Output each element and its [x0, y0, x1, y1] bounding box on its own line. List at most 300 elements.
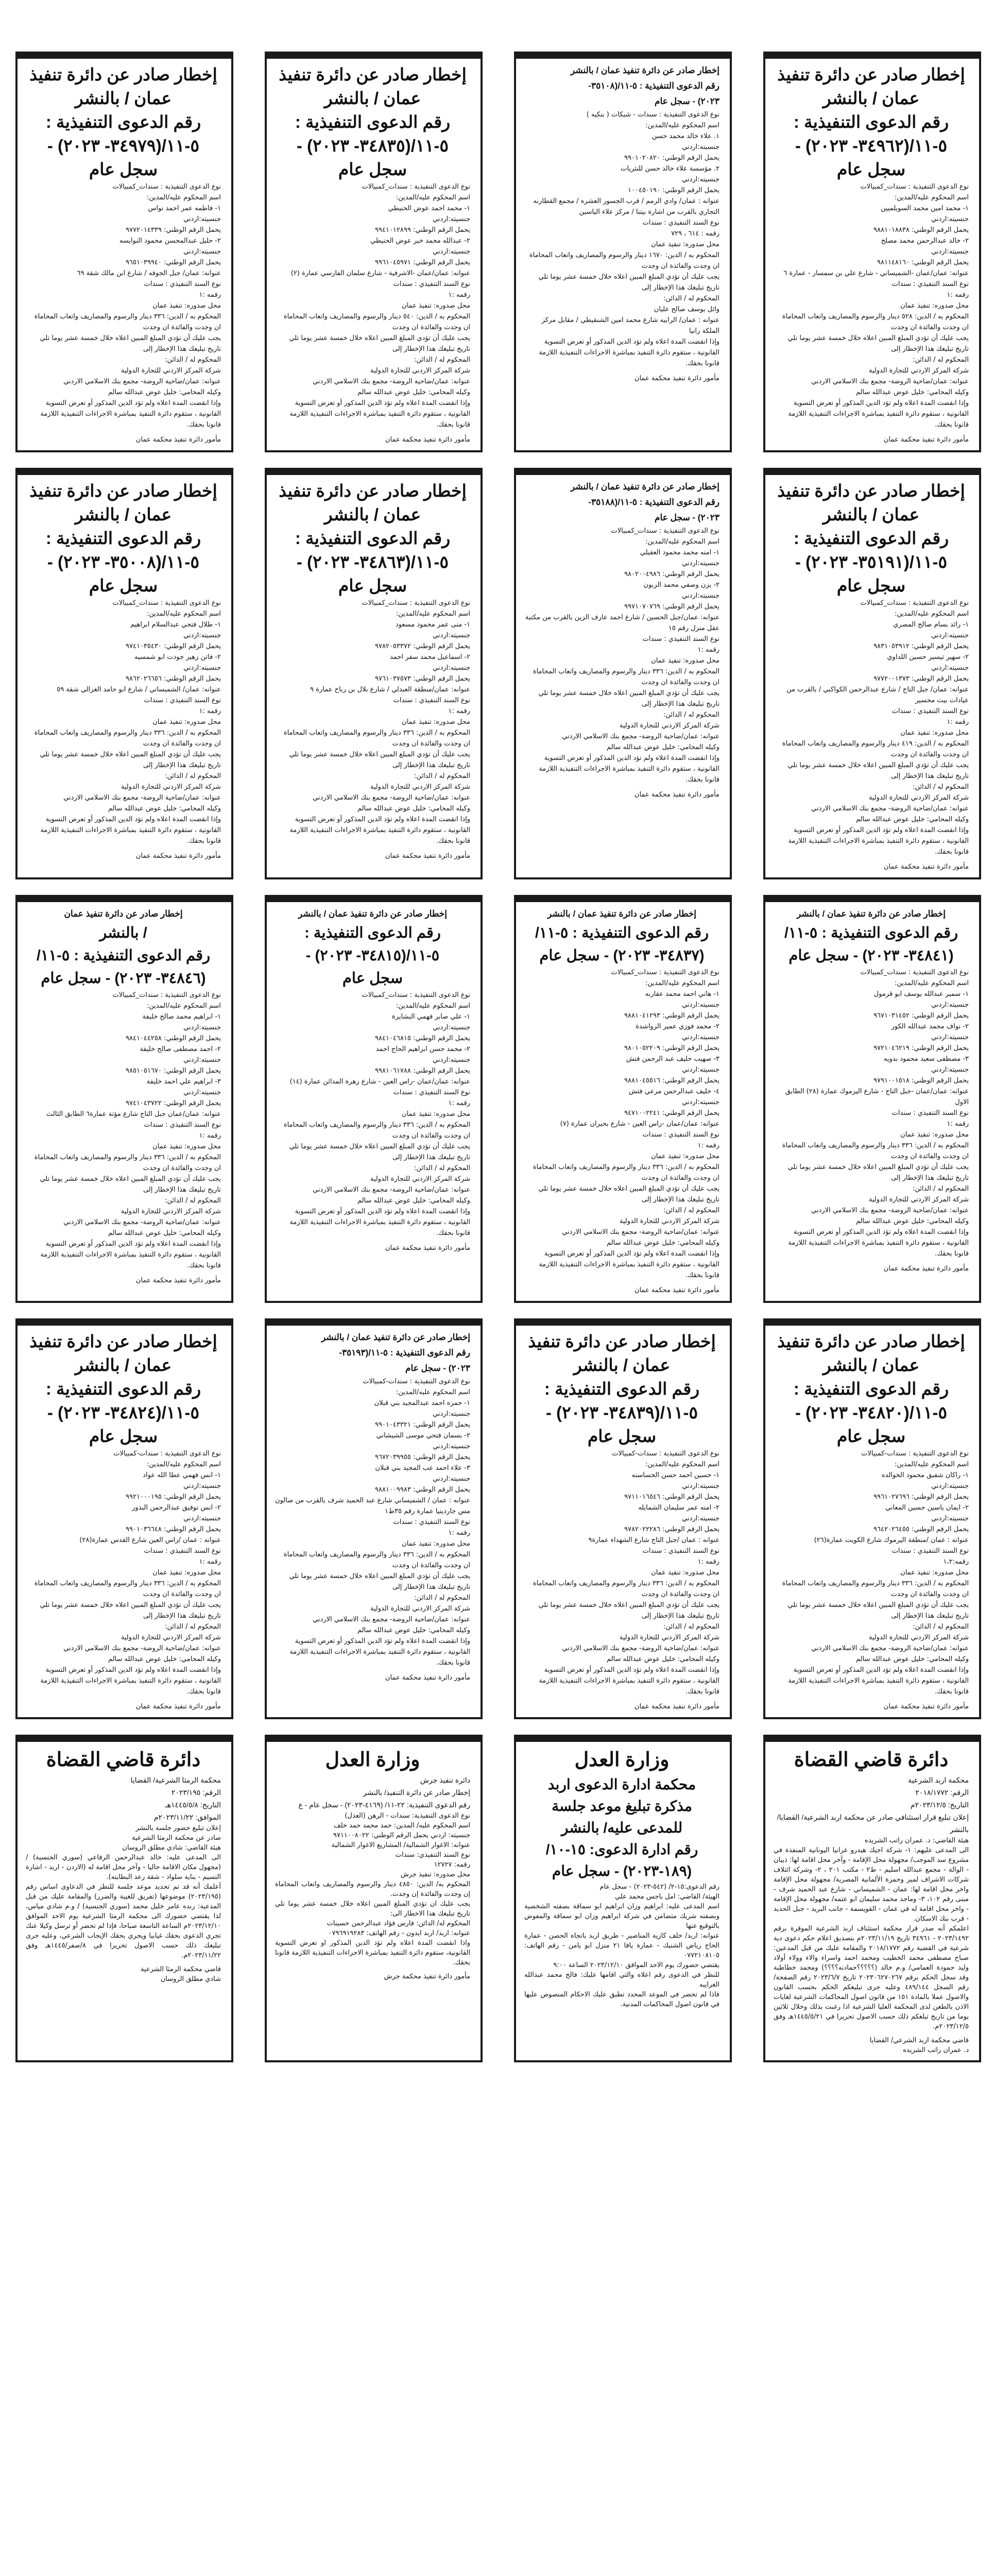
notice-line: اسم المحكوم عليه/ المدين: حمد محمد حمد خلف [334, 1822, 470, 1829]
notice-heading: عمان / بالنشر [822, 89, 920, 108]
notice-line: يحمل الرقم الوطني: ٩٧٢١٠٤٦٢١٩ [873, 1044, 969, 1052]
notice-line: اسم المحكوم عليه/المدين: [396, 1388, 470, 1396]
notice-line: ١- راكان شفيق محمود الخوالده [881, 1471, 969, 1479]
notice-line: رقمه :١ [448, 707, 470, 715]
notice-line: وإذا انقضت المدة اعلاه ولم تؤد الدين المذكور أو تعرض التسوية القانونية ، ستقوم دائرة التنفيذ بمباشرة الاجراءات التنفيذية اللازمة قانونا بحقك. [539, 1250, 719, 1279]
notice-line: نوع السند التنفيذي : سندات [642, 1547, 719, 1555]
notice-subheading: محكمة اربد الشرعية [908, 1776, 969, 1784]
notice-line: رقمه :١ [448, 291, 470, 299]
notice-line: المحكوم له / الدائن: [164, 1197, 221, 1205]
notice-line: يجب عليك أن تؤدي المبلغ المبين اعلاه خلال خمسة عشر يوما تلي تاريخ تبليغك هذا الإخطار إلى [538, 1185, 719, 1204]
notice-heading: إخطار صادر عن دائرة تنفيذ [279, 481, 467, 500]
notice-line: المحكوم له / الدائن: [414, 356, 470, 364]
notice-heading: ٥-١١/(٣٤٩٦٢- ٢٠٢٣) - [795, 136, 948, 155]
notice-line: نوع السند التنفيذي : سندات [393, 280, 470, 288]
notice-heading: إخطار صادر عن دائرة تنفيذ [777, 481, 965, 500]
notice-line: اسم المحكوم عليه/المدين: [396, 610, 470, 618]
notice-line: ٢- محمد فوزي عمير الرواشدة [636, 1023, 719, 1030]
notice-line: عنوانه: عمان/جبل الحسين / شارع احمد عارف الزين بالقرب من مكتبة عقل منزل رقم ١٥ [525, 614, 719, 632]
notice-line: وكيله المحامي: خليل عوض عبدالله سالم [855, 388, 969, 396]
notice-line: محل صدوره: تنفيذ عمان [900, 302, 969, 310]
notice-line: محل صدوره: تنفيذ عمان [402, 1540, 470, 1548]
notice-line: نوع السند التنفيذي : سندات [892, 1109, 969, 1117]
notice-line: عنوانه: عمان/ جبل التاج / شارع عبدالرحمن الكواكبي / بالقرب من عيادات بيت محسير [786, 686, 969, 704]
notice-line: ٣- ابراهيم علي احمد خليفة [146, 1078, 221, 1086]
notice-line: عنوانه: عمان/ضاحية الروضة- مجمع بنك الاسلامي الاردني [313, 794, 470, 802]
notice-line: وكيله المحامي: خليل عوض عبدالله سالم [357, 1197, 470, 1205]
notice-heading: دائرة قاضي القضاة [46, 1749, 201, 1771]
notice-line: وكيله المحامي: خليل عوض عبدالله سالم [855, 1655, 969, 1663]
notice-line: وكيله المحامي: خليل عوض عبدالله سالم [357, 388, 470, 396]
execution-notice [514, 468, 732, 879]
notice-line: وإذا انقضت المدة اعلاه ولم تؤد الدين المذكور أو تعرض التسوية القانونية ، ستقوم دائرة التنفيذ بمباشرة الاجراءات التنفيذية اللازمة قانونا بحقك. [289, 1637, 470, 1667]
notice-line: ١- انس فهمي عطا الله عواد [143, 1471, 221, 1479]
notice-line: جنسيته:اردني [931, 215, 969, 223]
notice-line: وإذا انقضت المدة اعلاه ولم تؤد الدين المذكور أو تعرض التسوية القانونية ، ستقوم دائرة التنفيذ بمباشرة الاجراءات التنفيذية اللازمة قانونا بحقك. [788, 1666, 969, 1696]
notice-line: اسم المحكوم عليه/المدين: [147, 194, 221, 201]
notice-line: محل صدوره: تنفيذ جرش [400, 1871, 470, 1878]
notice-line: اسم المحكوم عليه/المدين: [895, 610, 969, 618]
notice-line: جنسيته:اردني [931, 1066, 969, 1074]
notice-line: يحمل الرقم الوطني: ٩٩٠١٠٤٣٣٢١ [375, 1421, 470, 1429]
signature: مأمور دائرة تنفيذ محكمة عمان [385, 852, 470, 860]
notice-line: المحكوم له / الدائن: [663, 1207, 719, 1214]
execution-notice [763, 468, 981, 879]
execution-notice [763, 895, 981, 1303]
notice-line: المحكوم له / الدائن: [414, 772, 470, 780]
execution-notice [15, 895, 233, 1303]
notice-heading: سجل عام [338, 160, 407, 179]
notice-line: نوع الدعوى التنفيذية : سندات_كمبيالات [362, 599, 470, 607]
signature: مأمور دائرة تنفيذ محكمة عمان [883, 1703, 969, 1710]
notice-heading: إخطار صادر عن دائرة تنفيذ [279, 65, 467, 84]
notice-line: واذا انقضت المدة اعلاه ولم تؤد الدين المذكور او تعرض التسوية القانونية، ستقوم دائرة التنفيذ بمباشرة الاجراءات التنفيذية اللازمة قانونا بحقك. [275, 1939, 470, 1967]
notice-line: محل صدوره: تنفيذ عمان [152, 718, 221, 726]
notice-line: شركة المركز الاردني للتجارة الدولية [370, 367, 470, 375]
notice-line: عنوانه: عمان/ضاحية الروضة- مجمع بنك الاسلامي الاردني [811, 805, 969, 812]
notice-heading: رقم الدعوى التنفيذية : ٥-١١/(٣٥١٠٨- [588, 81, 719, 91]
notice-line: وإذا انقضت المدة اعلاه ولم تؤد الدين المذكور أو تعرض التسوية القانونية ، ستقوم دائرة التنفيذ بمباشرة الاجراءات التنفيذية اللازمة قانونا بحقك. [40, 1666, 221, 1696]
notice-line: جنسيته:اردني [682, 1066, 719, 1074]
notice-heading: عمان / بالنشر [324, 89, 421, 108]
notice-line: ١- سمير عبدالله يوسف ابو قرمول [873, 990, 969, 998]
notice-heading: وزارة العدل [325, 1749, 420, 1771]
notice-line: جنسيته:اردني [433, 1475, 470, 1483]
notice-line: يحمل الرقم الوطني: ٩٧٤١٠٣٥٤٣٠ [126, 642, 221, 650]
notice-line: عنوانه: عمان/عمان -جبل التاج - شارع اليرموك عمارة (٢٨) الطابق الاول [785, 1088, 969, 1106]
notice-line: المحكوم له / الدائن: [663, 295, 719, 302]
notice-line: عنوانه: عمان/ الشميساني / شارع ابو حامد الغزالي شقة ٥٩ [57, 686, 221, 693]
notice-line: نوع السند التنفيذي : سندات [144, 1547, 221, 1555]
notice-line: ٢- انس توفيق عبدالرحمن البدور [132, 1504, 221, 1512]
notice-line: اسم المحكوم عليه/المدين: [645, 122, 719, 129]
signature: مأمور دائرة تنفيذ محكمة عمان [135, 852, 221, 860]
notice-line: المحكوم له / الدائن: [912, 1623, 969, 1631]
notice-heading: رقم الدعوى التنفيذية : ٥-١١/ [784, 925, 958, 941]
notice-line: المحكوم به / الدين: ٣٣٦ دينار والرسوم والمصاريف واتعاب المحاماة ان وجدت والفائدة ان وجدت [34, 1580, 221, 1598]
notice-heading: سجل عام [89, 160, 158, 179]
notice-line: يحمل الرقم الوطني: ٩٩٧١٠٧٠٧٦٩ [624, 603, 719, 611]
notice-line: رقمه :١ [199, 707, 221, 715]
notice-line: محل صدوره: تنفيذ عمان [402, 302, 470, 310]
notice-heading: رقم الدعوى التنفيذية : ٥-١١/ [36, 947, 211, 964]
notice-line: يحمل الرقم الوطني: ٩٨٨١٠٤١٢٩٣ [624, 1012, 719, 1020]
notice-line: رقمه :١ [947, 718, 969, 726]
notice-heading: رقم الدعوى التنفيذية : [793, 1379, 949, 1398]
notice-subheading: إعلان تبليغ قرار استئنافي صادر عن محكمة اربد الشرعية/ القضايا/ بالنشر [777, 1813, 969, 1834]
notice-heading: رقم الدعوى التنفيذية : [45, 1379, 201, 1398]
notice-line: اسم المحكوم عليه/المدين: [147, 1002, 221, 1010]
notice-heading: سجل عام [587, 1427, 657, 1446]
notice-line: ١- محمد احمد عوض الحنيطي [388, 205, 470, 212]
notice-line: جنسيته:اردني [433, 1443, 470, 1450]
notice-line: عنوانه: عمان/ضاحية الروضة- مجمع بنك الاسلامي الاردني [313, 378, 470, 385]
notice-line: عنوانه : عمان /جبل التاج شارع الشهداء عمارة٩ [588, 1536, 719, 1544]
notice-line: ١- حمزه احمد عبدالمجيد بني قبلان [374, 1399, 470, 1407]
signature: قاضي محكمة الرمثا الشرعية [140, 1965, 221, 1973]
notice-line: رقمه :١ [448, 1099, 470, 1107]
notice-line: شركة المركز الاردني للتجارة الدولية [619, 1634, 719, 1641]
notice-line: رقمه :١ [697, 646, 719, 654]
notice-line: عنوانه: عمان/ضاحية الروضة- مجمع بنك الاسلامي الاردني [811, 378, 969, 385]
notice-line: نوع السند التنفيذي : سندات [892, 280, 969, 288]
notice-line: يجب عليك أن تؤدي المبلغ المبين اعلاه خلال خمسة عشر يوما تلي تاريخ تبليغك هذا الإخطار إلى [787, 1601, 969, 1620]
notice-heading: عمان / بالنشر [573, 1355, 671, 1375]
notice-line: عنوانه: الاغوار الشمالية/ المشاريع الاغوار الشمالية [331, 1841, 470, 1849]
notice-line: يحمل الرقم الوطني: ٩٨٣١٠٥٣٩١٢ [873, 642, 969, 650]
notice-line: عنوانه: عمان/عمان -راس العين - شارع بحيران عمارة (٧) [560, 1120, 719, 1128]
notice-line: اسم المحكوم عليه/المدين: [147, 610, 221, 618]
notice-line: جنسيته:اردني [682, 1033, 719, 1041]
notice-line: المحكوم له / الدائن: [912, 356, 969, 364]
notice-line: شركة المركز الاردني للتجارة الدولية [370, 1175, 470, 1183]
notice-line: نوع السند التنفيذي : سندات [642, 1131, 719, 1139]
notice-line: اسم المحكوم عليه/المدين: [396, 194, 470, 201]
signature: قاضي محكمة اربد الشرعي/ القضايا [869, 2037, 969, 2044]
notice-line: عنوانه: عمان/ضاحية الروضة- مجمع بنك الاسلامي الاردني [562, 1228, 719, 1236]
notice-heading: سجل عام [836, 1427, 906, 1446]
notice-line: اسم المحكوم عليه/المدين: [645, 538, 719, 546]
notice-line: ٢- عبدالله محمد خير عوض الحنيطي [370, 237, 470, 245]
notice-line: الى المدعى عليهم: ١- شركة اجيك هيدرو غرانيا اليونانية المنفذة في مشروع سد الموجب/ مجهولة محل الإقامة - وآخر محل اقامة لها: ذيبان - الوالة - مجمع عبدالله اسليم - ط٢ - مكتب ٢٠١ ، ٢- وشركة ائتلاف شركات الاشراف لمير وحمزة الألمانية المصرية/ مجهولة محل الإقامة واخر محل اقامة لها: عمان - الشميساني - شارع عبد الحميد شرف - مبنى رقم ١٠٢، ٣- وماجد محمد سليمان ابو عتمه/ مجهولة محل الإقامة - واخر محل اقامة له في عمان - القويسمة - جانب البريد - جبل الحديد - قرب بنك الاسكان. [774, 1846, 969, 1923]
notice-heading: إخطار صادر عن دائرة تنفيذ عمان / بالنشر [570, 482, 719, 492]
notice-line: يحمل الرقم الوطني: ٩٧٨٢٠٥٣٣٧٢ [375, 642, 470, 650]
notice-line: يجب عليك أن تؤدي المبلغ المبين اعلاه خلال خمسة عشر يوما تلي تاريخ تبليغك هذا الإخطار إلى [40, 1601, 221, 1620]
notice-line: رقمه:١،٢ [943, 1558, 969, 1566]
notice-line: المحكوم به / الدين: ٣٣٦ دينار والرسوم والمصاريف واتعاب المحاماة ان وجدت والفائدة ان وجدت [533, 1580, 719, 1598]
notice-line: وإذا انقضت المدة اعلاه ولم تؤد الدين المذكور أو تعرض التسوية القانونية ، ستقوم دائرة التنفيذ بمباشرة الاجراءات التنفيذية اللازمة قانونا بحقك. [40, 1240, 221, 1269]
notice-line: المحكوم به / الدين: ٣٣٦ دينار والرسوم والمصاريف واتعاب المحاماة ان وجدت والفائدة ان وجدت [533, 1163, 719, 1182]
notice-line: المحكوم به / الدين: ٣٣٦ دينار والرسوم والمصاريف واتعاب المحاماة ان وجدت والفائدة ان وجدت [34, 1154, 221, 1172]
execution-notice [514, 52, 732, 452]
notice-line: يجب عليك أن تؤدي المبلغ المبين اعلاه خلال خمسة عشر يوما تلي تاريخ تبليغك هذا الإخطار إلى [40, 334, 221, 353]
notice-subheading: محكمة الرمثا الشرعية/ القضايا [130, 1776, 221, 1784]
notice-line: جنسيته:اردني [931, 1482, 969, 1490]
notice-heading: إخطار صادر عن دائرة تنفيذ [29, 1332, 217, 1351]
notice-line: يحمل الرقم الوطني: ٩٨٨١٠٠٩٩٨٣ [375, 1486, 470, 1494]
notice-line: نوع الدعوى التنفيذية : سندات_كمبيالات [860, 969, 969, 976]
notice-line: نوع السند التنفيذي : سندات [892, 707, 969, 715]
notice-line: المحكوم به / الدين: ٣٣٦ دينار والرسوم والمصاريف واتعاب المحاماة ان وجدت والفائدة ان وجدت [283, 1551, 470, 1569]
court-notice [15, 1735, 233, 2062]
notice-heading: ٥-١١/(٣٤٨٣٩- ٢٠٢٣) - [545, 1403, 698, 1422]
notice-heading: سجل عام [338, 576, 407, 595]
notice-line: جنسيته:اردني [433, 1056, 470, 1064]
notice-line: نوع الدعوى التنفيذية : سندات-كمبيالات [861, 1450, 969, 1458]
notice-heading: رقم الدعوى التنفيذية : ٥-١١/(٣٥١٨٨- [588, 497, 719, 507]
signature: مأمور دائرة تنفيذ محكمة عمان [634, 1286, 719, 1294]
notice-line: رقمه : ٦١٤ ، ٧٢٩ [671, 230, 719, 238]
notice-line: المحكوم به / الدين: ١٦٧٠ دينار والرسوم والمصاريف واتعاب المحاماة ان وجدت والفائدة ان وجدت [529, 251, 719, 270]
signature: مأمور دائرة تنفيذ محكمة عمان [135, 1703, 221, 1710]
notice-line: المحكوم له / الدائن: [164, 772, 221, 780]
notice-line: اسم المحكوم عليه/المدين: [895, 194, 969, 201]
notice-line: يحمل الرقم الوطني: ٩٩٢١٠٠٠١٩٥ [126, 1493, 221, 1501]
notice-line: اعلمكم أنه صدر قرار محكمة استئناف اربد الشرعية الموقرة برقم ٢٠٢٣/١٤٩٢ - ٣٤٩٦١ تاريخ ٢٠٢٣/١١/١٩م بتصديق اعلام حكم دعوى دية شرعية في القضية رقم ٢٠١٨/١٧٧٢ والمقامة عليك من قبل المدعين: صباح مصطفى محمد الخطيب ومحمد احمد واسراء والاء وولاء أولاد وليد حمودة العمامي/ و.م خالد (؟؟؟؟؟حمادنه؟؟؟؟) ومحمد خطاطبة وقد سجل الحكم برقم ٢٠٢٣٠٦٢٧٠٢٦٧ تاريخ ٢٠٢٣/٦/٧ رقم الصفحة/ رقم السجل ٤٨٩/١٤٤ وعليه جرى تبليغكم الحكم بحسب القانون والاصول عملا بالمادة ١٥١ من قانون اصول المحاكمات الشرعية لغايات الاذن بالطعن لدى المحكمة العليا الشرعية اذا رغبت بذلك وخلال ثلاثين يوما من تاريخ تبلغكم ذلك حسب الاصول تحريرا في ١٤٤٥/٥/٢١هـ وفق ٢٠٢٣/١٢/٥م. [774, 1925, 969, 2030]
notice-line: رقمه :١ [947, 291, 969, 299]
notice-line: ٢- اسماعيل محمد سفر احمد [389, 653, 470, 661]
execution-notice [15, 52, 233, 452]
notice-heading: سجل عام [836, 160, 906, 179]
notice-line: المحكوم به / الدين: ٣٣٦ دينار والرسوم والمصاريف واتعاب المحاماة ان وجدت والفائدة ان وجدت [283, 729, 470, 748]
notice-line: عنوانه: عمان/عمان -راس العين - شارع زهرة المدائن عمارة (١٤) [289, 1078, 470, 1086]
notice-line: عنوانه: عمان/عمان -الاشرفية - شارع سلمان الفارسي عمارة (٢) [290, 269, 470, 277]
notice-line: رقمه :١ [697, 1142, 719, 1149]
notice-line: شركة المركز الاردني للتجارة الدولية [868, 1196, 969, 1204]
notice-heading: ٥-١١/(٣٤٨٢٠- ٢٠٢٣) - [795, 1403, 948, 1422]
notice-line: نوع السند التنفيذي : سندات [393, 1518, 470, 1526]
notice-subheading: الرقم: ٢٠٢٣/١٩٥ [171, 1788, 221, 1797]
notice-heading: محكمة ادارة الدعوى اربد [547, 1776, 696, 1792]
notice-heading: إخطار صادر عن دائرة تنفيذ [777, 65, 965, 84]
notice-line: ٢- نواف محمد عبدالله الكور [891, 1023, 969, 1030]
notice-line: شركة المركز الاردني للتجارة الدولية [121, 783, 221, 791]
notice-line: يحمل الرقم الوطني: ٩٧٧٢٠١٤٣٣٩ [126, 226, 221, 234]
signature: مأمور دائرة تنفيذ محكمة عمان [883, 436, 969, 444]
notice-heading: مذكرة تبليغ موعد جلسة [552, 1798, 692, 1814]
notice-line: إعلان تبليغ حضور جلسة بالنشر [135, 1824, 221, 1832]
notice-line: ٢- احمد مصطفى صالح خليفة [140, 1045, 221, 1053]
notice-heading: سجل عام [89, 576, 158, 595]
notice-line: جنسيته:اردني [433, 215, 470, 223]
notice-heading: عمان / بالنشر [324, 505, 421, 524]
notice-line: محل صدوره: تنفيذ عمان [651, 657, 719, 665]
notice-line: ٣- علاء احمد عب المجيد بني قبلان [375, 1464, 470, 1472]
notice-line: جنسيته:اردني [682, 176, 719, 183]
signature: شادي مطلق الروسان [160, 1975, 221, 1983]
notice-heading: رقم الدعوى التنفيذية : [295, 529, 451, 548]
notice-line: عنوانه : عمان/ الرابيه شارع محمد امين الشنقيطي / مقابل مركز الملكة رانيا [541, 316, 719, 335]
notice-line: يجب عليك أن تؤدي المبلغ المبين اعلاه خلال خمسة عشر يوما تلي تاريخ تبليغك هذا الإخطار إلى [289, 334, 470, 353]
notice-line: ١- منى عمر محمود مسعود [395, 621, 470, 629]
notice-line: جنسيته:اردني [682, 1515, 719, 1522]
notice-line: جنسيته:اردني [183, 1024, 221, 1031]
signature: مأمور دائرة تنفيذ محكمة عمان [883, 1265, 969, 1273]
notice-line: جنسيته:اردني [433, 1410, 470, 1418]
notice-line: شركة المركز الاردني للتجارة الدولية [868, 794, 969, 802]
notice-line: ١- محمد امين محمد السويلميين [880, 205, 969, 212]
notice-line: وكيله المحامي: خليل عوض عبدالله سالم [108, 1229, 221, 1237]
notice-line: وإذا انقضت المدة اعلاه ولم تؤد الدين المذكور أو تعرض التسوية القانونية ، ستقوم دائرة التنفيذ بمباشرة الاجراءات التنفيذية اللازمة قانونا بحقك. [289, 1208, 470, 1237]
notice-line: يحمل الرقم الوطني: ٩٨٨١٠١٨٨٣٨ [873, 226, 969, 234]
notice-line: يحمل الرقم الوطني: ٩٦٥١٠٣٩٩٤٠ [126, 259, 221, 266]
notice-line: المحكوم له / الدائن: [414, 1164, 470, 1172]
notice-line: يحمل الرقم الوطني: ٩٨٦٢٠٢٦٦٥٦ [126, 675, 221, 683]
notice-line: اسم المحكوم عليه/المدين: [147, 1461, 221, 1468]
notice-line: يحمل الرقم الوطني: ٩٦٧٢٠٣٩٩٥٥ [375, 1453, 470, 1461]
notice-line: جنسيته:اردني [183, 1056, 221, 1064]
notice-heading: عمان / بالنشر [822, 1355, 920, 1375]
notice-line: هيئة القاضي: شادي مطلق الروسان [122, 1844, 221, 1852]
execution-notice [265, 52, 483, 452]
notice-line: يحمل الرقم الوطني: ٩٧٨٢٠٢٢٢٨٦ [624, 1526, 719, 1533]
notice-line: رقمه :١ [199, 1132, 221, 1140]
notice-line: عنوانه: اربد/ اربد ايدون - رقم الهاتف: ٠٧٩٦٩١٩٢٨٣ [328, 1929, 470, 1937]
notice-line: ١- حسين احمد حسن الحساسنه [631, 1471, 719, 1479]
signature: مأمور دائرة تنفيذ محكمة عمان [385, 436, 470, 444]
notice-line: ١- ابراهيم محمد صالح خليفة [142, 1013, 221, 1021]
notice-line: عنوانه: عمان/عمان -الشميساني - شارع علي بن سمسار - عمارة ٦ [783, 269, 969, 277]
notice-subheading: الرقم: ٢٠١٨/١٧٧٢ [915, 1788, 969, 1797]
notice-heading: إخطار صادر عن دائرة تنفيذ عمان / بالنشر [298, 909, 448, 919]
notice-line: ٢- ايمان ياسين حسين المعاني [885, 1504, 969, 1512]
notice-line: جنسيته:اردني [183, 248, 221, 256]
notice-line: عنوانه: عمان/ضاحية الروضة- مجمع بنك الاسلامي الاردني [811, 1207, 969, 1214]
notice-line: يحمل الرقم الوطني: ٩٩٠١٠٢٠٨٢٠ [624, 154, 719, 162]
execution-notice [763, 52, 981, 452]
notice-line: ١- هاني احمد محمد عقاربه [645, 990, 719, 998]
notice-line: جنسيته:اردني [931, 248, 969, 256]
notice-heading: عمان / بالنشر [75, 89, 172, 108]
notice-line: اسم المحكوم عليه/المدين: [645, 979, 719, 987]
notice-line: نوع الدعوى التنفيذية : سندات_كمبيالات [362, 991, 470, 999]
notice-line: رقمه :١ [448, 1529, 470, 1537]
notice-line: فاذا لم تحضر في الموعد المحدد تطبق عليك الاحكام المنصوص عليها في قانون اصول المحاكمات المدنية. [524, 1991, 719, 2008]
notice-line: المحكوم له / الدائن: [912, 783, 969, 791]
notice-line: جنسيته:اردني [433, 248, 470, 256]
notice-line: يحمل الرقم الوطني: ٩٩٦١٠٢٧٦٩٦ [873, 1493, 969, 1501]
notice-heading: (٣٤٨٣٧- ٢٠٢٣) - سجل عام [539, 947, 705, 964]
notice-line: اسم المحكوم عليه/المدين: [645, 1461, 719, 1468]
execution-notice [265, 895, 483, 1303]
notice-line: ٢- يزن وصفي محمد الزبون [643, 581, 719, 589]
signature: مأمور دائرة تنفيذ محكمة عمان [385, 1674, 470, 1682]
notice-line: محل صدوره: تنفيذ عمان [152, 1569, 221, 1577]
signature: مأمور دائرة تنفيذ محكمة عمان [634, 375, 719, 382]
execution-notice [265, 1318, 483, 1719]
notice-line: جنسيته:اردني [183, 215, 221, 223]
notice-heading: ٢٠٢٣) - سجل عام [655, 513, 719, 522]
notice-line: عنوانه: عمان/ضاحية الروضة- مجمع بنك الاسلامي الاردني [562, 733, 719, 740]
notice-line: نوع الدعوى التنفيذية : سندات_كمبيالات [112, 183, 221, 191]
notice-line: يجب عليك أن تؤدي المبلغ المبين اعلاه خلال خمسة عشر يوما تلي تاريخ تبليغك هذا الإخطار إلى [787, 334, 969, 353]
notice-line: عنوانه: عمان/ضاحية الروضة- مجمع بنك الاسلامي الاردني [63, 1645, 221, 1652]
notice-line: يقتضي حضورك يوم الاحد الموافق ٢٠٢٣/١٢/١٠ الساعة ٩:٠٠ [553, 1961, 719, 1969]
notice-line: نوع الدعوى التنفيذية : سندات-كمبيالات [363, 1378, 470, 1385]
signature: د. عمران راتب الشريده [903, 2046, 969, 2054]
notice-line: أعلمك أنه قد تم تحديد موعد جلسة للنظر في الدعاوى اساس رقم (٢٠٢٣/١٩٥) موضوعها (تفريق للغيبة والضرر) والمقامة عليك من قبل المدعية: رنده عامر خليل محمد (سوري الجنسية) / و.م شادي مياس، لذا يقتضي حضورك الى محكمة الرمثا الشرعية يوم الاحد الموافق ٢٠٢٣/١٢/١٠م الساعة التاسعة صباحا، فإذا لم تحضر أو ترسل وكيلا عنك تجري الدعوى بحقك غيابيا ويجري بحقك الإيجاب الشرعي، وعليه جرى تبليغك ذلك حسب الاصول تحريرا في ٨/صفر/١٤٤٥هـ وفق ٢٠٢٣/١١/٢٢م. [26, 1883, 221, 1959]
notice-line: جنسيته:اردني [183, 1482, 221, 1490]
signature: مأمور دائرة تنفيذ محكمة جرش [384, 1973, 470, 1980]
notice-line: عنوانه: عمان/عمان جبل التاج شارع مؤتة عمارة٦ الطابق الثالث [46, 1110, 221, 1118]
notice-line: شركة المركز الاردني للتجارة الدولية [619, 722, 719, 730]
notice-line: نوع السند التنفيذي : سندات [144, 697, 221, 704]
notice-line: وإذا انقضت المدة اعلاه ولم تؤد الدين المذكور أو تعرض التسوية القانونية ، ستقوم دائرة التنفيذ بمباشرة الاجراءات التنفيذية اللازمة قانونا بحقك. [539, 1666, 719, 1696]
court-notice [514, 1735, 732, 2062]
notice-line: جنسيته:اردني [183, 664, 221, 672]
notice-line: يحمل الرقم الوطني: ٩٨٠٢٠٠٤٩٨٦ [624, 570, 719, 578]
notice-heading: سجل عام [342, 970, 403, 987]
notice-line: شركة المركز الاردني للتجارة الدولية [121, 1634, 221, 1641]
notice-line: ٢- محمد حسن ابراهيم الحاج احمد [375, 1045, 470, 1053]
notice-line: يحمل الرقم الوطني: ٩٧٩١٠٠١٥١٨ [873, 1077, 969, 1084]
execution-notice [763, 1318, 981, 1719]
notice-heading: إخطار صادر عن دائرة تنفيذ [528, 1332, 716, 1351]
notice-subheading: التاريخ: ٢٠٢٣/١٢/٥م [910, 1801, 969, 1809]
notice-line: نوع السند التنفيذي : سندات [144, 1121, 221, 1129]
notice-line: جنسيته: اردني يحمل الرقم الوطني: ٩٧١١٠٠٨٠٢٢ [333, 1832, 470, 1839]
notice-line: اسم المحكوم عليه/المدين: [396, 1002, 470, 1010]
signature: مأمور دائرة تنفيذ محكمة عمان [634, 791, 719, 799]
notice-line: جنسيته:اردني [931, 1033, 969, 1041]
notice-line: ٢- امنه عمر سليمان الشمايله [638, 1504, 719, 1512]
notice-line: وكيله المحامي: خليل عوض عبدالله سالم [855, 816, 969, 823]
notice-heading: إخطار صادر عن دائرة تنفيذ عمان [64, 909, 183, 919]
notice-line: نوع السند التنفيذي: سندات [395, 1851, 470, 1859]
notice-heading: ٥-١١/(٣٥١٩١- ٢٠٢٣) - [795, 552, 948, 571]
notice-line: شركة المركز الاردني للتجارة الدولية [868, 1634, 969, 1641]
notice-heading: ٥-١١/(٣٥٠٠٨- ٢٠٢٣) - [47, 552, 200, 571]
notice-line: نوع الدعوى التنفيذية : سندات_كمبيالات [362, 183, 470, 191]
notice-line: جنسيته:اردني [433, 664, 470, 672]
notice-heading: رقم الدعوى التنفيذية : ٥-١١/ [535, 925, 709, 941]
notice-line: نوع الدعوى التنفيذية : سندات - شيكات ( بنكيه ) [586, 111, 719, 118]
notice-heading: إخطار صادر عن دائرة تنفيذ [29, 481, 217, 500]
execution-notice [514, 895, 732, 1303]
notice-line: اسم المدعى عليه: ابراهيم وزان ابراهيم ابو سماقة بصفته الشخصية وبصفته شريك متضامن في شركة ابراهيم وزان ابو سماقة والمفوض بالتوقيع عنها [524, 1903, 719, 1930]
notice-line: وكيله المحامي: خليل عوض عبدالله سالم [108, 1655, 221, 1663]
notice-line: ٤- خليف عبدالرحمن مرعي فتش [628, 1088, 719, 1095]
notice-line: جنسيته:اردني [931, 664, 969, 672]
notice-line: نوع السند التنفيذي : سندات [892, 1547, 969, 1555]
signature: مأمور دائرة تنفيذ محكمة عمان [135, 436, 221, 444]
notice-line: المحكوم به / الدين: ٣٣٦ دينار والرسوم والمصاريف واتعاب المحاماة ان وجدت والفائدة ان وجدت [34, 729, 221, 748]
notice-line: جنسيته:اردني [682, 1001, 719, 1009]
notice-line: عنوانه: عمان/ضاحية الروضة- مجمع بنك الاسلامي الاردني [811, 1645, 969, 1652]
notice-line: ٢- بسمان فتحي موسى الشيشاني [376, 1432, 470, 1439]
notice-line: يجب عليك أن تؤدي المبلغ المبين اعلاه خلال خمسة عشر يوما تلي تاريخ تبليغك هذا الإخطار إلى [538, 273, 719, 292]
notice-line: وكيله المحامي: خليل عوض عبدالله سالم [855, 1217, 969, 1225]
notice-line: يجب عليك أن تؤدي المبلغ المبين اعلاه خلال خمسة عشر يوما تلي تاريخ تبليغك هذا الإخطار إلى [289, 1572, 470, 1591]
notice-line: نوع الدعوى التنفيذية : سندات_كمبيالات [112, 991, 221, 999]
notice-heading: للمدعى عليه/ بالنشر [561, 1820, 683, 1836]
notice-heading: إخطار صادر عن دائرة تنفيذ [777, 1332, 965, 1351]
notice-line: عنوانه : عمان/ وادي الرمم / قرب الجسور العشره / مجمع القطارنه التجاري بالقرب من اشارة بيتنا / مركز علاء الياسين [533, 197, 719, 216]
notice-line: نوع السند التنفيذي : سندات [642, 635, 719, 643]
notice-heading: (١٨٩-٢٠٢٣) - سجل عام [552, 1863, 692, 1879]
notice-line: وكيله المحامي: خليل عوض عبدالله سالم [606, 1239, 719, 1247]
notice-line: عنوانه: عمان/منطقة العبدلي / شارع بلال بن رباح عمارة ٩ [310, 686, 470, 693]
notice-heading: ٥-١١/(٣٤٩٧٩- ٢٠٢٣) - [47, 136, 200, 155]
notice-line: يجب عليك أن تؤدي المبلغ المبين اعلاه خلال خمسة عشر يوما تلي تاريخ تبليغك هذا الإخطار إلى [538, 689, 719, 708]
notice-line: محل صدوره: تنفيذ عمان [900, 1569, 969, 1577]
notice-line: جنسيته:اردني [183, 632, 221, 639]
notice-line: عنوانه: عمان/ضاحية الروضة- مجمع بنك الاسلامي الاردني [313, 1616, 470, 1623]
notice-line: رقمه :١ [199, 291, 221, 299]
notice-line: رقمه :١ [947, 1120, 969, 1128]
notice-line: المحكوم له/ الدائن: فارس فؤاد عبدالرحمن حسينات [327, 1920, 470, 1927]
notice-line: نوع الدعوى التنفيذية : سندات_كمبيالات [611, 969, 719, 976]
